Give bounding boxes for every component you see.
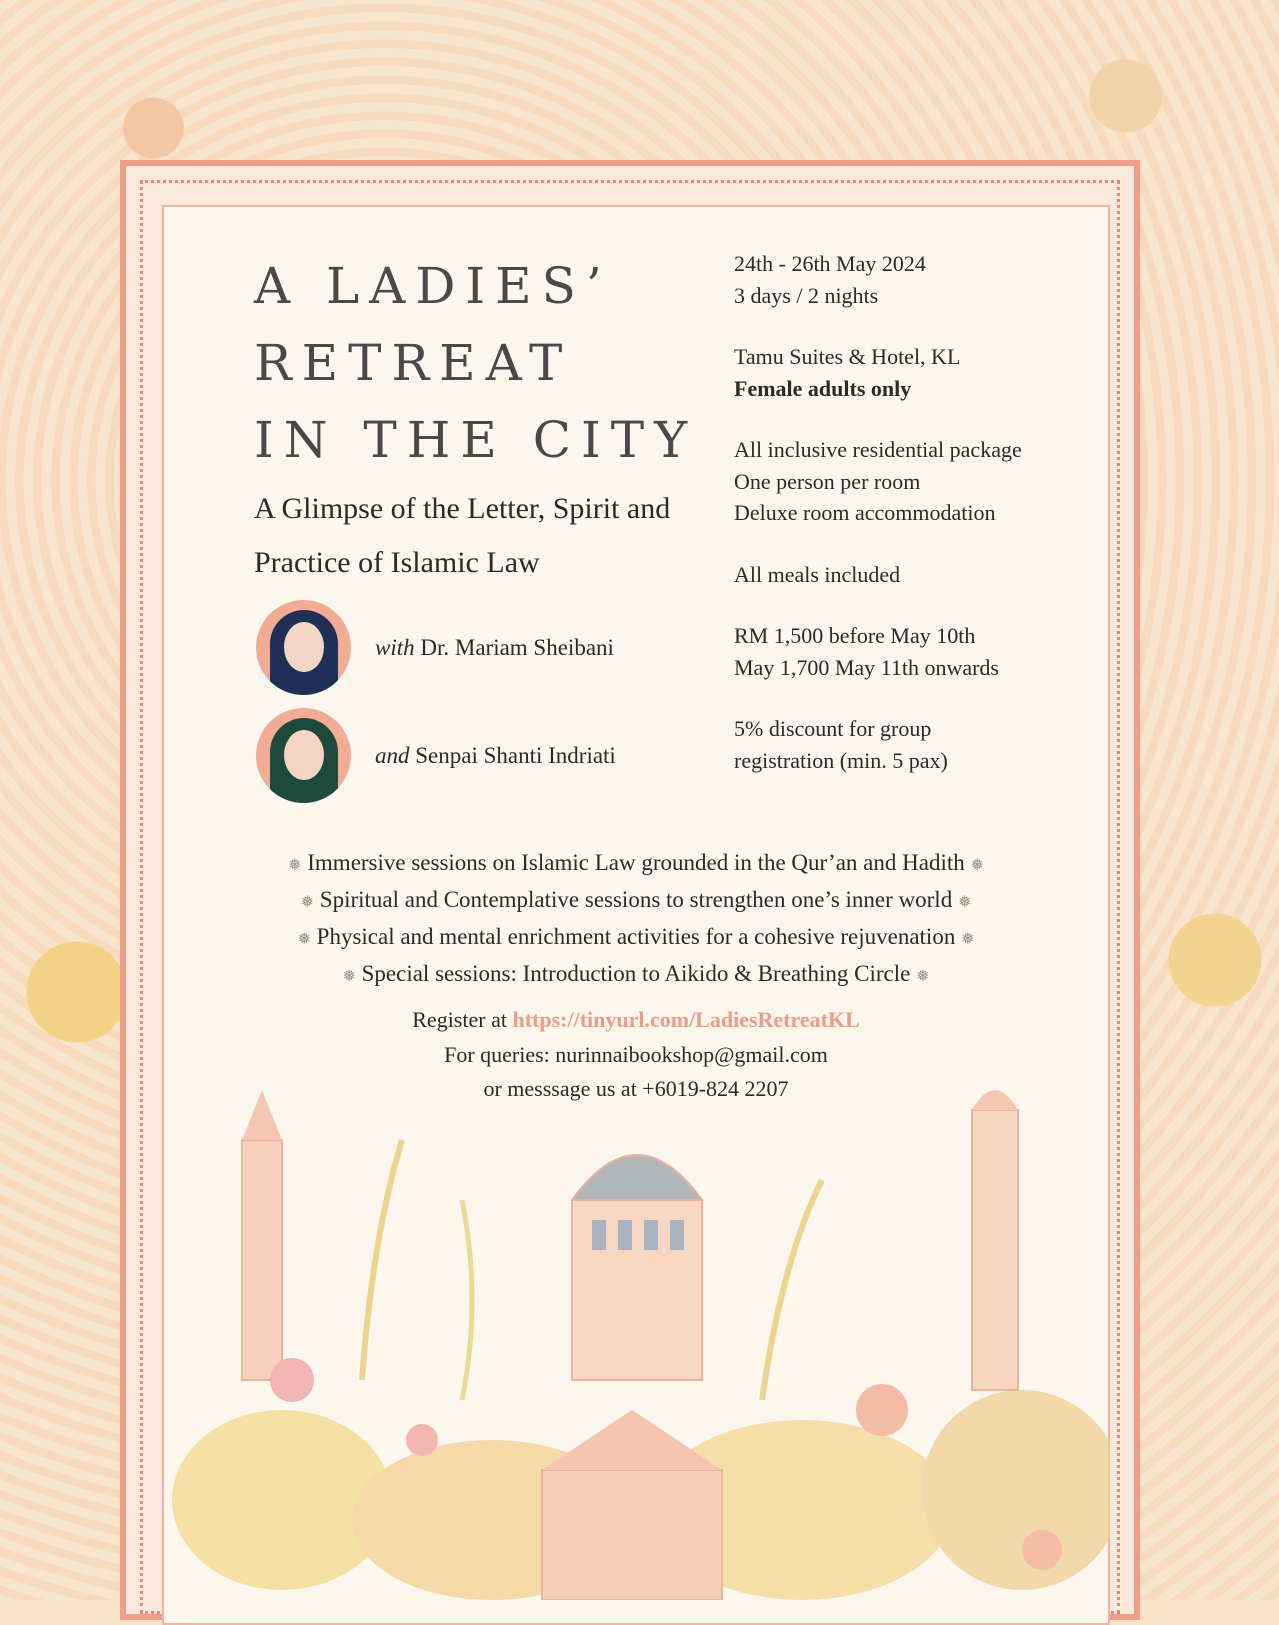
price-early: RM 1,500 before May 10th [734,623,976,648]
event-details [734,248,1094,806]
speaker-prefix: and [375,742,410,768]
speaker-name: Dr. Mariam Sheibani [420,634,614,660]
flower [270,1358,314,1402]
speaker-prefix: with [375,634,415,660]
title-line-2: RETREAT [254,334,573,392]
dates-block [734,248,1094,311]
page-title [254,248,697,479]
avatar [256,708,351,803]
central-dome [572,1155,702,1200]
speaker-name: Senpai Shanti Indriati [415,742,616,768]
snowflake-icon: ❅ [297,931,311,948]
snowflake-icon: ❅ [342,968,356,985]
title-line-1: A LADIES’ [254,257,612,315]
list-item: ❅ Spiritual and Contemplative sessions to strengthen one’s inner world ❅ [300,887,972,912]
snowflake-icon: ❅ [970,857,984,874]
snowflake-icon: ❅ [961,931,975,948]
feature-list [162,846,1110,994]
list-item: ❅ Special sessions: Introduction to Aikido & Breathing Circle ❅ [342,961,930,986]
list-item: ❅ Immersive sessions on Islamic Law grounded in the Qur’an and Hadith ❅ [288,850,984,875]
speaker-2-text [375,743,616,769]
snowflake-icon: ❅ [957,894,972,911]
snowflake-icon: ❅ [300,894,315,911]
room-policy: One person per room [734,468,921,494]
list-item: ❅ Physical and mental enrichment activities for a cohesive rejuvenation ❅ [297,924,975,949]
speaker-1 [256,600,614,695]
snowflake-icon: ❅ [916,968,930,985]
register-link[interactable]: https://tinyurl.com/LadiesRetreatKL [512,1007,860,1032]
flower [1022,1530,1062,1570]
meals-info: All meals included [734,561,901,587]
event-venue: Tamu Suites & Hotel, KL [734,344,961,369]
speaker-1-text [375,635,614,661]
subtitle: A Glimpse of the Letter, Spirit and Practice of Islamic Law [254,492,671,579]
lower-pavilion [542,1470,722,1600]
left-tower [242,1140,282,1380]
room-type: Deluxe room accommodation [734,500,996,525]
city-illustration [162,1080,1110,1600]
title-line-3: IN THE CITY [254,411,698,469]
package-description: All inclusive residential package [734,437,1022,462]
message-phone: or messsage us at +6019-824 2207 [483,1076,789,1101]
discount-block [734,713,1094,776]
register-line [162,1003,1110,1038]
snowflake-icon: ❅ [288,857,302,874]
right-minaret [972,1110,1018,1390]
price-late: May 1,700 May 11th onwards [734,654,999,680]
meals-block [734,559,1094,591]
register-label: Register at [412,1007,507,1032]
package-block [734,434,1094,529]
pricing-block [734,620,1094,683]
speaker-2 [256,708,616,803]
left-spire [242,1090,282,1140]
event-audience: Female adults only [734,375,912,401]
venue-block [734,341,1094,404]
event-duration: 3 days / 2 nights [734,282,879,308]
discount-line-1: 5% discount for group [734,716,932,741]
avatar [256,600,351,695]
flower [406,1424,438,1456]
minaret-top [972,1090,1018,1110]
queries-email: For queries: nurinnaibookshop@gmail.com [444,1041,828,1067]
foliage-right [922,1390,1110,1590]
event-dates: 24th - 26th May 2024 [734,251,926,276]
flower [856,1384,908,1436]
discount-line-2: registration (min. 5 pax) [734,747,948,773]
